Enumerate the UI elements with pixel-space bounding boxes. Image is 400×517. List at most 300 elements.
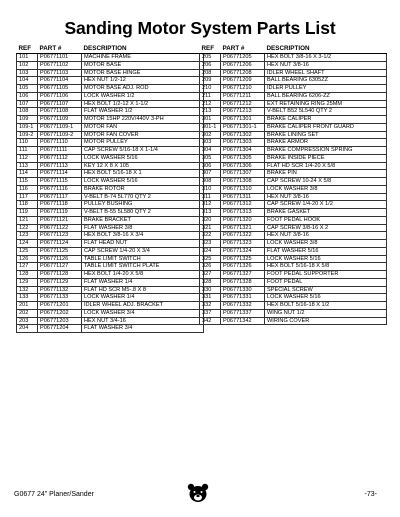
table-row: [17, 302, 204, 310]
ref-cell: 337: [200, 309, 221, 317]
part-number-cell: P06771311: [221, 193, 265, 201]
table-row: [17, 201, 204, 209]
table-row: [17, 278, 204, 286]
table-row: [200, 278, 387, 286]
table-row: [17, 309, 204, 317]
ref-cell: 133: [17, 294, 38, 302]
table-row: [200, 216, 387, 224]
part-number-cell: P06771204: [38, 325, 82, 333]
ref-cell: 324: [200, 247, 221, 255]
ref-cell: 209: [200, 77, 221, 85]
part-number-cell: P06771124: [38, 240, 82, 248]
table-row: [17, 240, 204, 248]
part-number-cell: P06771210: [221, 85, 265, 93]
ref-cell: 308: [200, 178, 221, 186]
part-number-cell: P06771323: [221, 240, 265, 248]
part-number-cell: P06771327: [221, 271, 265, 279]
table-row: [200, 224, 387, 232]
table-row: [17, 271, 204, 279]
part-number-cell: P06771103: [38, 69, 82, 77]
table-row: [200, 162, 387, 170]
ref-cell: 129: [17, 278, 38, 286]
description-cell: CAP SCREW 3/8-16 X 2: [265, 224, 387, 232]
part-number-cell: P06771109-1: [38, 123, 82, 131]
table-row: [17, 116, 204, 124]
table-row: [17, 69, 204, 77]
table-row: [17, 131, 204, 139]
table-row: [17, 92, 204, 100]
description-cell: BRAKE CALIPER FRONT GUARD: [265, 123, 387, 131]
description-cell: HEX NUT 3/8-16: [265, 193, 387, 201]
part-number-cell: P06771310: [221, 185, 265, 193]
description-cell: FLAT HD SCR M5-.8 X 8: [82, 286, 204, 294]
table-row: [17, 232, 204, 240]
description-cell: BALL BEARING 6305ZZ: [265, 77, 387, 85]
ref-cell: 106: [17, 92, 38, 100]
description-header: DESCRIPTION: [265, 44, 387, 54]
table-row: [200, 271, 387, 279]
description-cell: V-BELT B-74 5L770 QTY 2: [82, 193, 204, 201]
parts-table-right-body: [200, 54, 387, 325]
ref-cell: 322: [200, 232, 221, 240]
part-number-cell: P06771302: [221, 131, 265, 139]
table-row: [200, 69, 387, 77]
description-cell: MOTOR BASE: [82, 61, 204, 69]
table-row: [200, 116, 387, 124]
description-cell: HEX BOLT 3/8-16 X 3/4: [82, 232, 204, 240]
table-row: [200, 294, 387, 302]
ref-cell: 103: [17, 69, 38, 77]
ref-cell: 211: [200, 92, 221, 100]
description-cell: BRAKE PIN: [265, 170, 387, 178]
part-number-cell: P06771328: [221, 278, 265, 286]
ref-header: REF: [200, 44, 221, 54]
ref-cell: 205: [200, 54, 221, 62]
ref-cell: 306: [200, 162, 221, 170]
table-row: [200, 92, 387, 100]
description-cell: BRAKE BRACKET: [82, 216, 204, 224]
part-number-header: PART #: [221, 44, 265, 54]
table-row: [17, 123, 204, 131]
part-number-cell: P06771213: [221, 108, 265, 116]
ref-cell: 301: [200, 116, 221, 124]
part-number-cell: P06771109-2: [38, 131, 82, 139]
part-number-cell: P06771303: [221, 139, 265, 147]
table-row: [200, 131, 387, 139]
description-cell: WING NUT 1/2: [265, 309, 387, 317]
description-cell: PULLEY BUSHING: [82, 201, 204, 209]
table-row: [200, 302, 387, 310]
description-cell: FOOT PEDAL HOOK: [265, 216, 387, 224]
description-cell: MOTOR FAN COVER: [82, 131, 204, 139]
part-number-cell: P06771127: [38, 263, 82, 271]
description-cell: WIRING COVER: [265, 317, 387, 325]
parts-table-right: [199, 44, 387, 325]
ref-cell: 303: [200, 139, 221, 147]
ref-cell: 210: [200, 85, 221, 93]
description-cell: BRAKE ARMOR: [265, 139, 387, 147]
part-number-cell: P06771322: [221, 232, 265, 240]
table-row: [17, 325, 204, 333]
table-row: [200, 123, 387, 131]
part-number-cell: P06771111: [38, 147, 82, 155]
table-row: [200, 139, 387, 147]
table-row: [200, 209, 387, 217]
ref-cell: 132: [17, 286, 38, 294]
table-row: [17, 147, 204, 155]
part-number-cell: P06771123: [38, 232, 82, 240]
ref-cell: 206: [200, 61, 221, 69]
description-cell: TABLE LIMIT SWITCH PLATE: [82, 263, 204, 271]
description-cell: LOCK WASHER 5/16: [82, 178, 204, 186]
table-row: [17, 263, 204, 271]
ref-cell: 124: [17, 240, 38, 248]
description-cell: FLAT WASHER 3/8: [82, 224, 204, 232]
ref-cell: 328: [200, 278, 221, 286]
ref-cell: 208: [200, 69, 221, 77]
ref-cell: 313: [200, 209, 221, 217]
table-row: [17, 216, 204, 224]
description-header: DESCRIPTION: [82, 44, 204, 54]
description-cell: HEX BOLT 5/16-18 X 1/2: [265, 302, 387, 310]
part-number-cell: P06771129: [38, 278, 82, 286]
part-number-cell: P06771313: [221, 209, 265, 217]
description-cell: KEY 12 X 8 X 105: [82, 162, 204, 170]
table-row: [17, 61, 204, 69]
description-cell: MOTOR 15HP 220V/440V 3-PH: [82, 116, 204, 124]
ref-cell: 107: [17, 100, 38, 108]
ref-cell: 118: [17, 201, 38, 209]
part-number-cell: P06771326: [221, 263, 265, 271]
part-number-cell: P06771105: [38, 85, 82, 93]
part-number-cell: P06771304: [221, 147, 265, 155]
description-cell: FLAT WASHER 1/2: [82, 108, 204, 116]
description-cell: TABLE LIMIT SWITCH: [82, 255, 204, 263]
description-cell: BRAKE COMPRESSION SPRING: [265, 147, 387, 155]
ref-cell: 212: [200, 100, 221, 108]
description-cell: FOOT PEDAL SUPPORTER: [265, 271, 387, 279]
description-cell: LOCK WASHER 1/4: [82, 294, 204, 302]
part-number-cell: P06771128: [38, 271, 82, 279]
part-number-cell: P06771330: [221, 286, 265, 294]
table-row: [17, 185, 204, 193]
ref-cell: 202: [17, 309, 38, 317]
part-number-cell: P06771307: [221, 170, 265, 178]
table-header-row: [200, 44, 387, 54]
ref-cell: 110: [17, 139, 38, 147]
part-number-cell: P06771110: [38, 139, 82, 147]
description-cell: HEX NUT 3/4-16: [82, 317, 204, 325]
part-number-cell: P06771209: [221, 77, 265, 85]
ref-header: REF: [17, 44, 38, 54]
ref-cell: 331: [200, 294, 221, 302]
table-row: [200, 185, 387, 193]
part-number-cell: P06771106: [38, 92, 82, 100]
part-number-cell: P06771205: [221, 54, 265, 62]
ref-cell: 323: [200, 240, 221, 248]
part-number-cell: P06771208: [221, 69, 265, 77]
ref-cell: 302: [200, 131, 221, 139]
ref-cell: 108: [17, 108, 38, 116]
description-cell: LOCK WASHER 3/8: [265, 185, 387, 193]
ref-cell: 116: [17, 185, 38, 193]
ref-cell: 332: [200, 302, 221, 310]
ref-cell: 310: [200, 185, 221, 193]
table-row: [17, 294, 204, 302]
part-number-cell: P06771107: [38, 100, 82, 108]
part-number-cell: P06771325: [221, 255, 265, 263]
table-row: [200, 54, 387, 62]
table-row: [200, 77, 387, 85]
ref-cell: 123: [17, 232, 38, 240]
description-cell: BRAKE GASKET: [265, 209, 387, 217]
ref-cell: 101: [17, 54, 38, 62]
description-cell: MOTOR PULLEY: [82, 139, 204, 147]
ref-cell: 117: [17, 193, 38, 201]
table-row: [17, 224, 204, 232]
table-row: [200, 170, 387, 178]
description-cell: CAP SCREW 5/16-18 X 1-1/4: [82, 147, 204, 155]
table-row: [17, 77, 204, 85]
table-row: [17, 54, 204, 62]
description-cell: HEX BOLT 1/2-12 X 1-1/2: [82, 100, 204, 108]
parts-table-left-body: [17, 54, 204, 333]
part-number-cell: P06771203: [38, 317, 82, 325]
ref-cell: 326: [200, 263, 221, 271]
description-cell: FLAT HEAD NUT: [82, 240, 204, 248]
table-row: [17, 154, 204, 162]
part-number-cell: P06771113: [38, 162, 82, 170]
part-number-cell: P06771201: [38, 302, 82, 310]
table-row: [200, 85, 387, 93]
table-row: [17, 209, 204, 217]
ref-cell: 109: [17, 116, 38, 124]
ref-cell: 304: [200, 147, 221, 155]
table-row: [17, 178, 204, 186]
description-cell: LOCK WASHER 3/8: [265, 240, 387, 248]
table-row: [200, 178, 387, 186]
ref-cell: 122: [17, 224, 38, 232]
part-number-cell: P06771321: [221, 224, 265, 232]
part-number-cell: P06771121: [38, 216, 82, 224]
ref-cell: 307: [200, 170, 221, 178]
table-row: [200, 317, 387, 325]
description-cell: BRAKE ROTOR: [82, 185, 204, 193]
ref-cell: 109-1: [17, 123, 38, 131]
page-title: Sanding Motor System Parts List: [64, 18, 336, 38]
part-number-cell: P06771320: [221, 216, 265, 224]
table-row: [17, 100, 204, 108]
part-number-cell: P06771102: [38, 61, 82, 69]
part-number-cell: P06771133: [38, 294, 82, 302]
ref-cell: 201: [17, 302, 38, 310]
part-number-cell: P06771116: [38, 185, 82, 193]
description-cell: V-BELT B52 5L540 QTY 2: [265, 108, 387, 116]
description-cell: LOCK WASHER 3/4: [82, 309, 204, 317]
ref-cell: 213: [200, 108, 221, 116]
part-number-cell: P06771118: [38, 201, 82, 209]
table-row: [17, 255, 204, 263]
parts-table-left: [16, 44, 204, 333]
description-cell: BRAKE CALIPER: [265, 116, 387, 124]
table-row: [17, 85, 204, 93]
description-cell: EXT RETAINING RING 25MM: [265, 100, 387, 108]
ref-cell: 125: [17, 247, 38, 255]
ref-cell: 203: [17, 317, 38, 325]
part-number-cell: P06771202: [38, 309, 82, 317]
ref-cell: 311: [200, 193, 221, 201]
description-cell: HEX NUT 3/8-16: [265, 232, 387, 240]
description-cell: V-BELT B-55 5L580 QTY 2: [82, 209, 204, 217]
table-row: [17, 247, 204, 255]
part-number-cell: P06771308: [221, 178, 265, 186]
description-cell: FLAT HD SCR 1/4-20 X 5/8: [265, 162, 387, 170]
table-row: [17, 317, 204, 325]
description-cell: IDLER WHEEL SHAFT: [265, 69, 387, 77]
part-number-cell: P06771332: [221, 302, 265, 310]
description-cell: FOOT PEDAL: [265, 278, 387, 286]
part-number-cell: P06771115: [38, 178, 82, 186]
ref-cell: 119: [17, 209, 38, 217]
description-cell: BALL BEARING 6206-ZZ: [265, 92, 387, 100]
table-row: [17, 170, 204, 178]
table-row: [17, 162, 204, 170]
part-number-cell: P06771212: [221, 100, 265, 108]
description-cell: FLAT WASHER 3/4: [82, 325, 204, 333]
description-cell: CAP SCREW 10-24 X 5/8: [265, 178, 387, 186]
description-cell: CAP SCREW 1/4-20 X 3/4: [82, 247, 204, 255]
description-cell: HEX BOLT 3/8-16 X 3-1/2: [265, 54, 387, 62]
table-header-row: [17, 44, 204, 54]
description-cell: HEX BOLT 1/4-20 X 5/8: [82, 271, 204, 279]
part-number-cell: P06771331: [221, 294, 265, 302]
ref-cell: 204: [17, 325, 38, 333]
table-row: [200, 240, 387, 248]
part-number-cell: P06771312: [221, 201, 265, 209]
description-cell: LOCK WASHER 1/2: [82, 92, 204, 100]
ref-cell: 127: [17, 263, 38, 271]
description-cell: CAP SCREW 1/4-20 X 1/2: [265, 201, 387, 209]
table-row: [200, 201, 387, 209]
part-number-cell: P06771114: [38, 170, 82, 178]
ref-cell: 111: [17, 147, 38, 155]
description-cell: SPECIAL SCREW: [265, 286, 387, 294]
part-number-cell: P06771206: [221, 61, 265, 69]
table-row: [200, 247, 387, 255]
ref-cell: 104: [17, 77, 38, 85]
description-cell: MOTOR BASE HINGE: [82, 69, 204, 77]
description-cell: BRAKE INSIDE PIECE: [265, 154, 387, 162]
description-cell: MOTOR FAN: [82, 123, 204, 131]
ref-cell: 325: [200, 255, 221, 263]
table-row: [200, 263, 387, 271]
ref-cell: 301-1: [200, 123, 221, 131]
part-number-cell: P06771122: [38, 224, 82, 232]
ref-cell: 128: [17, 271, 38, 279]
part-number-cell: P06771101: [38, 54, 82, 62]
part-number-cell: P06771305: [221, 154, 265, 162]
part-number-cell: P06771125: [38, 247, 82, 255]
ref-cell: 109-2: [17, 131, 38, 139]
table-row: [200, 255, 387, 263]
description-cell: HEX BOLT 5/16-18 X 1: [82, 170, 204, 178]
ref-cell: 102: [17, 61, 38, 69]
description-cell: IDLER WHEEL ADJ. BRACKET: [82, 302, 204, 310]
part-number-cell: P06771104: [38, 77, 82, 85]
ref-cell: 342: [200, 317, 221, 325]
bear-head-logo-icon: [187, 483, 209, 503]
table-row: [17, 139, 204, 147]
ref-cell: 312: [200, 201, 221, 209]
table-row: [17, 286, 204, 294]
description-cell: HEX BOLT 5/16-18 X 5/8: [265, 263, 387, 271]
part-number-cell: P06771306: [221, 162, 265, 170]
table-row: [200, 147, 387, 155]
table-row: [200, 154, 387, 162]
ref-cell: 121: [17, 216, 38, 224]
table-row: [17, 193, 204, 201]
ref-cell: 126: [17, 255, 38, 263]
table-row: [200, 100, 387, 108]
part-number-cell: P06771211: [221, 92, 265, 100]
page-number: -73-: [364, 491, 377, 498]
description-cell: MOTOR BASE ADJ. ROD: [82, 85, 204, 93]
table-row: [200, 193, 387, 201]
part-number-header: PART #: [38, 44, 82, 54]
ref-cell: 327: [200, 271, 221, 279]
part-number-cell: P06771119: [38, 209, 82, 217]
table-row: [200, 108, 387, 116]
part-number-cell: P06771132: [38, 286, 82, 294]
table-row: [200, 286, 387, 294]
description-cell: MACHINE FRAME: [82, 54, 204, 62]
footer-model: G0677 24" Planer/Sander: [14, 491, 94, 498]
description-cell: IDLER PULLEY: [265, 85, 387, 93]
ref-cell: 112: [17, 154, 38, 162]
part-number-cell: P06771324: [221, 247, 265, 255]
description-cell: FLAT WASHER 1/4: [82, 278, 204, 286]
description-cell: BRAKE LINING SET: [265, 131, 387, 139]
table-row: [200, 61, 387, 69]
description-cell: HEX NUT 3/8-16: [265, 61, 387, 69]
ref-cell: 320: [200, 216, 221, 224]
part-number-cell: P06771112: [38, 154, 82, 162]
part-number-cell: P06771108: [38, 108, 82, 116]
table-row: [17, 108, 204, 116]
part-number-cell: P06771301-1: [221, 123, 265, 131]
ref-cell: 105: [17, 85, 38, 93]
part-number-cell: P06771301: [221, 116, 265, 124]
description-cell: HEX NUT 1/2-12: [82, 77, 204, 85]
table-row: [200, 309, 387, 317]
part-number-cell: P06771342: [221, 317, 265, 325]
ref-cell: 305: [200, 154, 221, 162]
part-number-cell: P06771109: [38, 116, 82, 124]
table-row: [200, 232, 387, 240]
ref-cell: 115: [17, 178, 38, 186]
part-number-cell: P06771126: [38, 255, 82, 263]
ref-cell: 114: [17, 170, 38, 178]
ref-cell: 113: [17, 162, 38, 170]
description-cell: LOCK WASHER 5/16: [265, 294, 387, 302]
ref-cell: 321: [200, 224, 221, 232]
ref-cell: 330: [200, 286, 221, 294]
part-number-cell: P06771337: [221, 309, 265, 317]
description-cell: LOCK WASHER 5/16: [265, 255, 387, 263]
description-cell: LOCK WASHER 5/16: [82, 154, 204, 162]
description-cell: FLAT WASHER 5/16: [265, 247, 387, 255]
part-number-cell: P06771117: [38, 193, 82, 201]
